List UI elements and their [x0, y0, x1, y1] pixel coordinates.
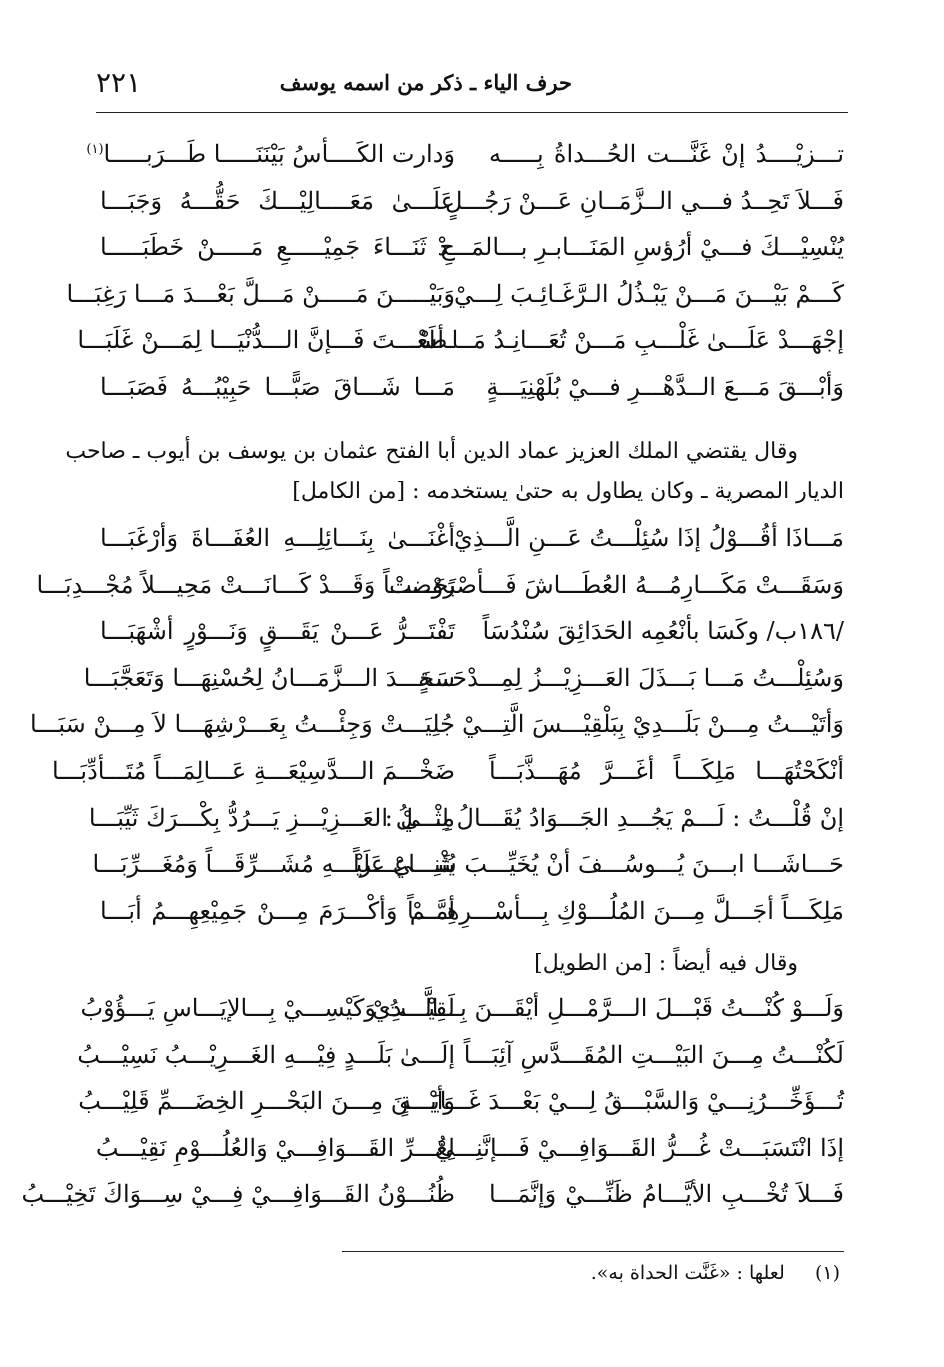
prose-line: وقال يقتضي الملك العزيز عماد الدين أبا الفتح عثمان بن يوسف بن أيوب ـ صاحب	[65, 439, 798, 464]
verse-second-hemistich: وَبَيْـــــنَ مَـــــنْ مَـــلَّ بَعْـــدَ مَـــا رَغِبَـــا	[66, 279, 455, 308]
verse	[100, 181, 844, 228]
verse-first-hemistich: مَـــاذَا أقُـــوْلُ إذَا سُئِلْـــتُ عَـــنِ الَّـــذِيْ	[454, 524, 844, 552]
page-number: ٢٢١	[96, 66, 142, 99]
verse-first-hemistich: وَسَقَـــتْ مَكَـــارِمُـــهُ العُطَـــاشَ فَـــأصْبَحَـــتْ	[389, 570, 844, 599]
running-title: حرف الياء ـ ذكر من اسمه يوسف	[279, 70, 572, 95]
prose-line: الديار المصرية ـ وكان يطاول به حتىٰ يستخدمه : [من الكامل]	[292, 479, 844, 504]
verse-first-hemistich: أنْكَحْتُهَـــا مَلِكَـــاً أغَـــرَّ مُهَـــذَّبَـــاً	[489, 756, 844, 785]
poem-block-1	[66, 134, 844, 414]
verse-second-hemistich: أمَّـــاً وَأكْـــرَمَ مِـــنْ جَمِيْعِهِـــمُ أبَـــا	[100, 896, 455, 925]
verse-first-hemistich: وَأتَيْـــتُ مِـــنْ بَلَـــدِيْ بِبَلْقِيْـــسَ الَّتِـــيْ	[462, 710, 844, 739]
poem-block-2	[30, 518, 844, 937]
footnote-divider	[342, 1251, 844, 1252]
verse-second-hemistich: يُثْنِـــيْ عَلَيْـــهِ مُشَـــرِّقَـــاً وَمُغَـــرِّبَـــا	[92, 850, 455, 879]
verse-first-hemistich: يُنْسِيْـــكَ فـــيْ أرُؤسِ المَنَـــابـرِ بـــالمَـــدْ	[437, 233, 844, 262]
verse-second-hemistich: أغْنَـــىٰ بِنَـــائِلِـــهِ العُفَـــاةَ وَأرْغَبَـــا	[100, 524, 455, 552]
verse-second-hemistich: لَقِيْـــتُ وَكَيْسِـــيْ بِـــالإيَـــاسِ يَـــؤُوْبُ	[80, 994, 455, 1022]
verse-second-hemistich: رَوْضـــاً وَقَـــدْ كَـــانَـــتْ مَحِيـــلاً مُجْـــدِبَـــا	[36, 570, 455, 599]
footnote	[591, 1262, 840, 1284]
verse	[52, 751, 844, 798]
verse	[36, 565, 844, 612]
verse-second-hemistich: حِ ثَنَـــاءَ جَمِيْـــــعِ مَـــــنْ خَطَبَـــــا	[100, 233, 455, 262]
prose-intro	[65, 432, 844, 512]
verse-second-hemistich: سَجَـــدَ الـــزَّمَـــانُ لِحُسْنِهَـــا وَتَعَجَّبَـــا	[83, 663, 455, 692]
verse-second-hemistich: ـطَعْـــتَ فَـــإنَّ الـــدُّنْيَـــا لِمَـــنْ غَلَبَـــا	[77, 326, 455, 355]
verse	[77, 320, 844, 367]
prose-line: وقال فيه أيضاً : [من الطويل]	[534, 951, 798, 976]
verse-first-hemistich: كَـــمْ بَيْـــنَ مَـــنْ يَبْـذُلُ الـرَّغَـائِـبَ لِـــيْ	[454, 279, 844, 308]
verse	[86, 134, 844, 181]
verse-first-hemistich: فَـــلاَ تَحِــدُ فـــي الــزَّمَــانِ عَـــنْ رَجُـــلٍ	[445, 186, 844, 215]
footnote-text: لعلها : «غَنَّت الحداة به».	[590, 1262, 785, 1284]
prose-intro-2	[100, 944, 844, 984]
verse	[80, 988, 844, 1035]
verse	[83, 658, 844, 705]
verse-second-hemistich: ضَخْـــمَ الـــدَّسِيْعَـــةِ عَـــالِمَـــاً مُتَـــأدِّبَـــا	[52, 756, 455, 785]
verse-first-hemistich: وَسُئِلْـــتُ مَـــا بَـــذَلَ العَـــزِيْـــزُ لِمِـــدْحَـــةٍ	[418, 663, 844, 692]
verse-second-hemistich: لِغُـــرِّ القَـــوَافِـــيْ وَالعُلُـــوْمِ نَقِيْـــبُ	[95, 1133, 455, 1162]
verse	[88, 798, 844, 845]
verse-first-hemistich: إجْهَـــدْ عَلَـــىٰ غَلْـــبِ مَـــنْ تُعَـــانِـدُ مَــا أسْـ	[410, 326, 844, 355]
verse	[95, 1128, 844, 1175]
verse-first-hemistich: /١٨٦ب/ وكَسَا بأنْعُمِه الحَدَائِقَ سُنْدُسَاً	[482, 617, 844, 646]
verse	[100, 891, 844, 938]
verse-second-hemistich: تَفْتَـــرُّ عَـــنْ يَقَـــقٍ وَنَـــوْرٍ أشْهَبَـــا	[100, 617, 455, 646]
verse-second-hemistich: مِثْـــلُ العَـــزِيْـــزِ يَـــرُدُّ بِكْـــرَكَ ثَيِّبَـــا	[88, 803, 455, 832]
verse	[100, 518, 844, 565]
verse	[100, 227, 844, 274]
verse-second-hemistich: جُلِيَـــتْ وَجِئْـــتُ بِعَـــرْشِهَـــا لاَ مِـــنْ سَبَـــا	[30, 710, 455, 739]
footnote-number: (١)	[814, 1262, 840, 1284]
verse-first-hemistich: وَأبْـــقَ مَـــعَ الــدَّهْـــرِ فـــيْ بُلَهْنِيَـــةٍ	[486, 372, 844, 401]
verse	[92, 844, 844, 891]
verse	[78, 1081, 844, 1128]
verse	[66, 274, 844, 321]
verse-second-hemistich: مَـــا شَـــاقَ صَبًّـــا حَبِيْبُـــهُ فَصَبَـــا	[100, 372, 455, 401]
verse-second-hemistich: إلَـــىٰ بَلَـــدٍ فِيْـــهِ الغَـــرِيْـــبُ نَسِيْـــبُ	[77, 1040, 455, 1069]
verse-first-hemistich: إذَا انْتَسَبَـــتْ غُـــرُّ القَـــوَافِـــيْ فَـــإنَّنِـــيْ	[434, 1133, 844, 1162]
verse-first-hemistich: إنْ قُلْـــتُ : لَـــمْ يَجُـــدِ الجَـــوَادُ يُقَـــالُ لِـــيْ :	[384, 803, 844, 832]
verse	[21, 1174, 844, 1221]
verse-second-hemistich: وَدارت الكَــــأسُ بَيْنَنَـــــا طَـــرَبـــــا$^{(١)}$	[86, 140, 455, 168]
verse	[100, 611, 844, 658]
verse-first-hemistich: وَلَـــوْ كُنْـــتُ قَبْـــلَ الـــرَّمْـــلِ أيْقَـــنَ بِـــالَّـــذِيْ	[371, 994, 844, 1022]
verse-first-hemistich: تـــزيْــــدُ إنْ غَنَّـــت الحُـــداةُ بِـــــه	[489, 140, 844, 168]
verse-first-hemistich: لَكُنْـــتُ مِـــنَ البَيْـــتِ المُقَـــدَّسِ آئِبَـــاً	[463, 1040, 844, 1069]
verse-second-hemistich: عَلَـــىٰ مَعَــــالِيْـــكَ حَقُّـــهُ وَجَبَـــا	[100, 186, 455, 215]
verse-second-hemistich: وَأيْـــنَ مِـــنَ البَحْـــرِ الخِضَـــمِّ قَلِيْـــبُ	[78, 1087, 455, 1116]
verse	[77, 1035, 844, 1082]
verse	[30, 704, 844, 751]
verse-first-hemistich: فَـــلاَ تُخْـــبِ الأيَّـــامُ ظَنِّـــيْ وَإنَّمَـــا	[489, 1180, 844, 1209]
verse	[100, 367, 844, 414]
footnote-marker: (١)	[86, 142, 104, 157]
header-divider	[96, 112, 848, 113]
poem-block-3	[21, 988, 844, 1221]
verse-first-hemistich: تُـــؤَخِّـــرُنِـــيْ وَالسَّبْـــقُ لِـــيْ بَعْـــدَ غَـــايَـــةٍ	[399, 1087, 844, 1116]
verse-second-hemistich: ظُنُـــوْنُ القَـــوَافِـــيْ فِـــيْ سِـــوَاكَ تَخِيْـــبُ	[21, 1180, 455, 1209]
verse-first-hemistich: مَلِكَـــاً أجَـــلَّ مِـــنَ المُلُـــوْكِ بِـــأسْـــرِهِـــمْ	[409, 896, 844, 925]
verse-first-hemistich: حَـــاشَـــا ابـــنَ يُـــوسُـــفَ أنْ يُخَيِّـــبَ شَـــاعِـــراً	[352, 850, 844, 879]
